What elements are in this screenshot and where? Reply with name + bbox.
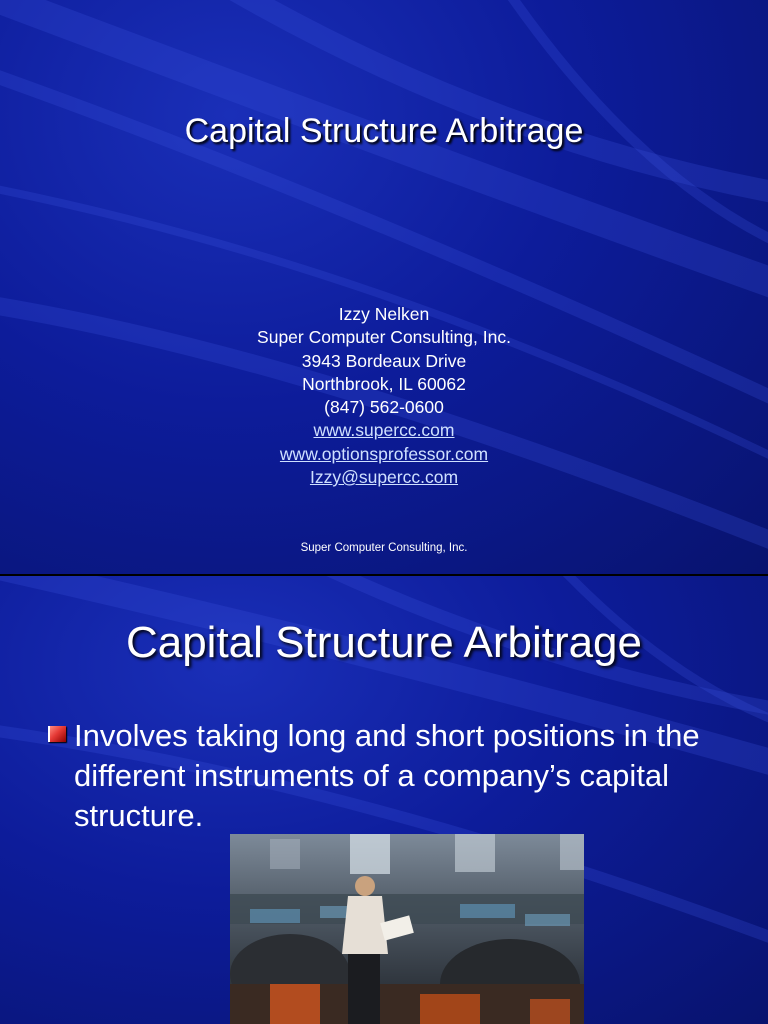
email-link[interactable]: Izzy@supercc.com [309, 467, 459, 488]
contact-info [0, 303, 768, 489]
slide-2 [0, 576, 768, 1024]
city-line: Northbrook, IL 60062 [302, 373, 466, 394]
slide-footer: Super Computer Consulting, Inc. [300, 542, 468, 554]
bullet-item [48, 716, 738, 836]
company-name: Super Computer Consulting, Inc. [257, 327, 511, 348]
slide-title: Capital Structure Arbitrage [125, 618, 643, 667]
phone-number: (847) 562-0600 [324, 397, 444, 418]
bullet-square-icon [48, 726, 66, 742]
link-supercc[interactable]: www.supercc.com [313, 420, 455, 441]
link-optionsprofessor[interactable]: www.optionsprofessor.com [279, 443, 489, 464]
street-address: 3943 Bordeaux Drive [301, 350, 467, 371]
bullet-text: Involves taking long and short positions in the different instruments of a company’s capital structure. [74, 718, 700, 833]
slide-title: Capital Structure Arbitrage [184, 112, 584, 150]
trading-floor-photo [230, 834, 584, 1024]
author-name: Izzy Nelken [338, 304, 430, 324]
